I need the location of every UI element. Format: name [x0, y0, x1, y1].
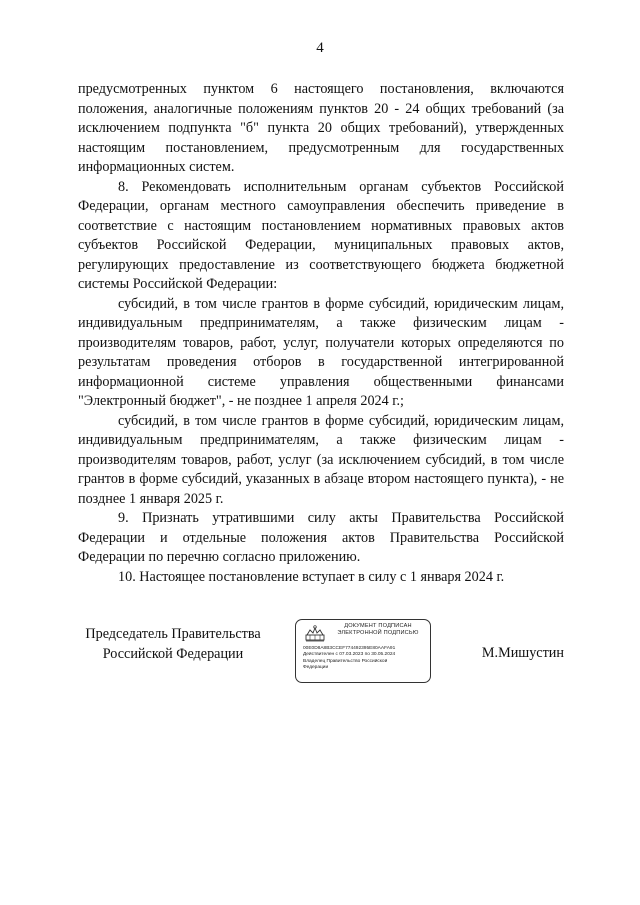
paragraph: 9. Признать утратившими силу акты Правительства Российской Федерации и отдельные положения актов Правительства Российской Федерации по перечню согласно приложению.: [78, 510, 564, 565]
electronic-signature-stamp: [295, 619, 431, 683]
stamp-header: [330, 623, 426, 637]
paragraph: предусмотренных пунктом 6 настоящего постановления, включаются положения, аналогичные положениям пунктов 20 - 24 общих требований (за исключением подпункта "б" пункта 20 общих требований), утвержденных настоящим постановлением, предусмотренным для государственных информационных систем.: [78, 81, 564, 175]
paragraph: субсидий, в том числе грантов в форме субсидий, юридическим лицам, индивидуальным предпринимателям, а также физическим лицам - производителям товаров, работ, услуг (за исключением субсидий, в том числе грантов в форме субсидий, указанных в абзаце втором настоящего пункта), - не позднее 1 января 2025 г.: [78, 412, 564, 507]
coat-of-arms-icon: [304, 624, 326, 642]
stamp-validity: Действителен с 07.03.2023 по 30.05.2024: [303, 652, 396, 658]
document-body: [78, 80, 564, 587]
stamp-header-line: ЭЛЕКТРОННОЙ ПОДПИСЬЮ: [337, 630, 419, 637]
paragraph: 10. Настоящее постановление вступает в силу с 1 января 2024 г.: [118, 568, 505, 585]
signatory-title-line: Российской Федерации: [102, 645, 244, 662]
stamp-owner: Владелец Правительство Российской: [303, 658, 388, 664]
stamp-details: [303, 646, 427, 672]
signatory-name: М.Мишустин: [481, 645, 564, 661]
stamp-certificate: 00E0D8A8B3CCEF774492395E80AAFA91: [303, 646, 396, 651]
paragraph: 8. Рекомендовать исполнительным органам субъектов Российской Федерации, органам местного самоуправления обеспечить приведение в соответствие с настоящим постановлением нормативных правовых актов субъектов Российской Федерации, муниципальных правовых актов, регулирующих предоставление из соответствующего бюджета бюджетной системы Российской Федерации:: [78, 178, 564, 292]
stamp-owner: Федерации: [303, 665, 329, 671]
signatory-title-line: Председатель Правительства: [85, 626, 261, 642]
signatory-title: [78, 625, 268, 664]
paragraph: субсидий, в том числе грантов в форме субсидий, юридическим лицам, индивидуальным предпринимателям, а также физическим лицам - производителям товаров, работ, услуг, получатели которых определяются по результатам проведения отборов в государственной интегрированной информационной системе управления общественными финансами "Электронный бюджет", - не позднее 1 апреля 2024 г.;: [78, 295, 564, 409]
page-number: 4: [316, 40, 324, 56]
stamp-header-line: ДОКУМЕНТ ПОДПИСАН: [344, 623, 412, 629]
